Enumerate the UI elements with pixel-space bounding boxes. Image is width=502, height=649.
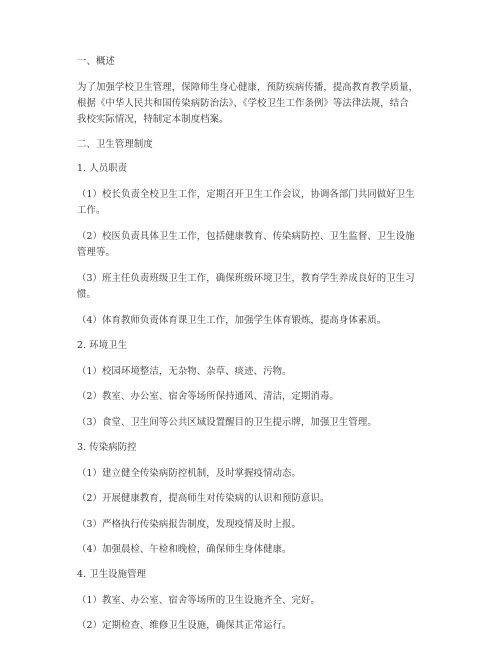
list-item: （3）食堂、卫生间等公共区域设置醒目的卫生提示牌，加强卫生管理。 <box>77 417 377 428</box>
section-heading-hygiene-rules: 二、卫生管理制度 <box>77 139 153 150</box>
subsection-heading-responsibilities: 1. 人员职责 <box>77 163 128 174</box>
intro-paragraph-line: 为了加强学校卫生管理，保障师生身心健康，预防疾病传播，提高教育教学质量， <box>77 82 419 93</box>
list-item: （2）开展健康教育，提高师生对传染病的认识和预防意识。 <box>77 493 330 504</box>
intro-paragraph-line: 我校实际情况，特制定本制度档案。 <box>77 114 229 125</box>
list-item-line: （2）校医负责具体卫生工作，包括健康教育、传染病防控、卫生监督、卫生设施 <box>77 231 415 242</box>
list-item: （2）教室、办公室、宿舍等场所保持通风、清洁，定期消毒。 <box>77 391 339 402</box>
subsection-heading-disease-control: 3. 传染病防控 <box>77 442 137 453</box>
list-item-line: 惯。 <box>77 289 96 300</box>
list-item: （1）建立健全传染病防控机制，及时掌握疫情动态。 <box>77 468 301 479</box>
list-item: （2）定期检查、维修卫生设施，确保其正常运行。 <box>77 620 292 631</box>
section-heading-overview: 一、概述 <box>77 56 115 67</box>
list-item-line: （1）校长负责全校卫生工作，定期召开卫生工作会议，协调各部门共同做好卫生 <box>77 189 415 200</box>
list-item: （3）严格执行传染病报告制度，发现疫情及时上报。 <box>77 519 301 530</box>
list-item: （4）体育教师负责体育课卫生工作，加强学生体育锻炼，提高身体素质。 <box>77 315 387 326</box>
list-item-line: 管理等。 <box>77 247 115 258</box>
intro-paragraph-line: 根据《中华人民共和国传染病防治法》、《学校卫生工作条例》等法律法规，结合 <box>77 98 409 109</box>
list-item: （1）校园环境整洁，无杂物、杂草、痰迹、污物。 <box>77 366 292 377</box>
list-item: （1）教室、办公室、宿舍等场所的卫生设施齐全、完好。 <box>77 595 320 606</box>
list-item-line: 工作。 <box>77 205 106 216</box>
list-item: （4）加强晨检、午检和晚检，确保师生身体健康。 <box>77 544 292 555</box>
list-item-line: （3）班主任负责班级卫生工作，确保班级环境卫生，教育学生养成良好的卫生习 <box>77 273 415 284</box>
subsection-heading-facilities: 4. 卫生设施管理 <box>77 569 147 580</box>
subsection-heading-environment: 2. 环境卫生 <box>77 340 128 351</box>
